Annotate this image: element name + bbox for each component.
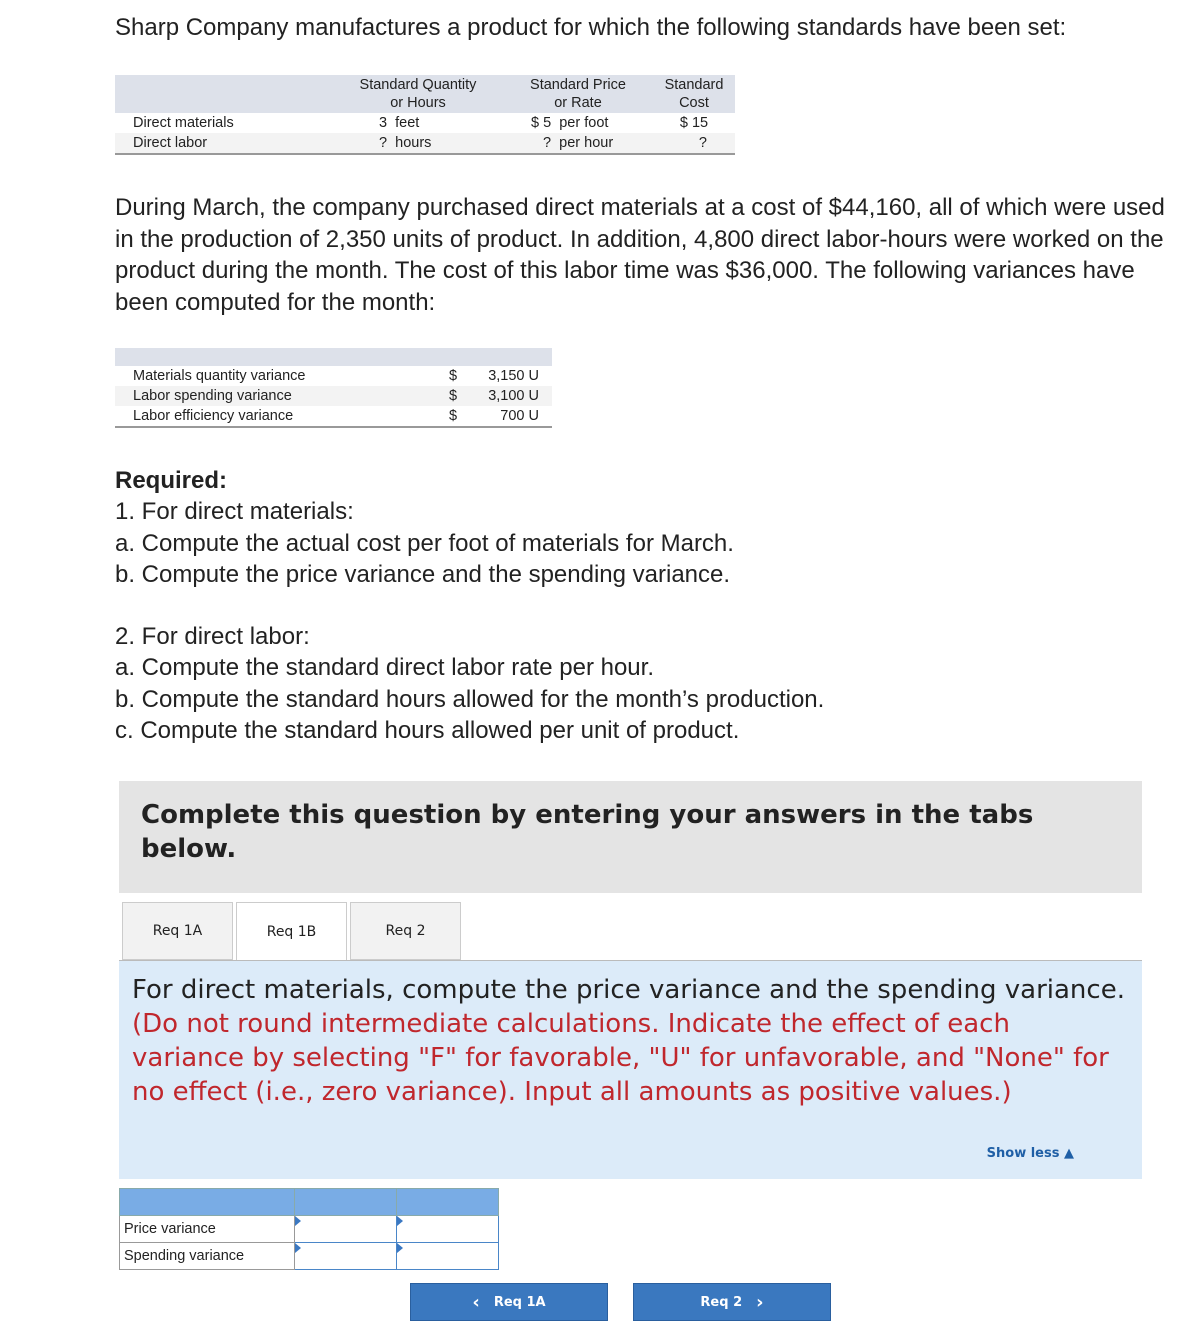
table-row: [120, 1216, 499, 1243]
tab-req-1b[interactable]: Req 1B: [236, 902, 347, 962]
table-row: [115, 113, 735, 133]
dropdown-indicator-icon: [295, 1243, 301, 1253]
qty-unit: feet: [395, 115, 420, 131]
row-label: Direct materials: [133, 115, 234, 131]
header-qty: Standard Quantity: [359, 77, 477, 93]
next-button[interactable]: [633, 1283, 831, 1321]
variance-amount: 3,150 U: [488, 368, 539, 384]
row-label: Spending variance: [120, 1243, 295, 1270]
variance-label: Materials quantity variance: [133, 368, 306, 384]
price-unit: per hour: [559, 135, 614, 151]
dropdown-indicator-icon: [397, 1243, 403, 1253]
currency: $: [449, 388, 458, 404]
prev-button[interactable]: [410, 1283, 608, 1321]
row-label: Direct labor: [133, 135, 208, 151]
required-title: Required:: [115, 467, 228, 494]
qty: ?: [379, 135, 388, 151]
variance-amount: 3,100 U: [488, 388, 539, 404]
required-line: a. Compute the actual cost per foot of materials for March.: [115, 529, 734, 557]
currency: $: [449, 408, 458, 424]
table-row: [115, 133, 735, 154]
show-less-link[interactable]: Show less ▲: [986, 1146, 1074, 1161]
variance-label: Labor spending variance: [133, 388, 292, 404]
cost: $ 15: [679, 115, 709, 131]
price-variance-amount-input[interactable]: [295, 1217, 396, 1241]
intro-text: Sharp Company manufactures a product for which the following standards have been set:: [115, 14, 1067, 41]
header-price-2: or Rate: [554, 95, 602, 111]
table-row: [115, 366, 552, 386]
spending-variance-effect-select[interactable]: [397, 1244, 498, 1268]
chevron-left-icon: ‹: [472, 1291, 480, 1313]
table-row: [115, 406, 552, 427]
prev-label: Req 1A: [493, 1294, 546, 1310]
tab-req-1a[interactable]: Req 1A: [122, 902, 233, 960]
row-label: Price variance: [120, 1216, 295, 1243]
required-section: [115, 465, 824, 746]
scenario-paragraph: During March, the company purchased direct materials at a cost of $44,160, all of which were used in the production of 2,350 units of product. In addition, 4,800 direct labor-hours were worked on the product during the month. The cost of this labor time was $36,000. The following variances have been computed for the month:: [115, 194, 1165, 316]
header-price: Standard Price: [530, 77, 626, 93]
variances-table: [115, 348, 552, 428]
question-text: For direct materials, compute the price variance and the spending variance.: [132, 975, 1125, 1005]
instructions-banner: Complete this question by entering your answers in the tabs below.: [119, 781, 1142, 893]
question-box: [119, 960, 1142, 1179]
required-line: c. Compute the standard hours allowed per unit of product.: [115, 717, 740, 745]
tab-req-2[interactable]: Req 2: [350, 902, 461, 960]
required-line: b. Compute the standard hours allowed for the month’s production.: [115, 685, 825, 713]
cost: ?: [698, 135, 707, 151]
price-variance-effect-select[interactable]: [397, 1217, 498, 1241]
standards-table: [115, 75, 735, 155]
table-row: [115, 386, 552, 406]
table-row: [120, 1243, 499, 1270]
spending-variance-amount-input[interactable]: [295, 1244, 396, 1268]
price: ?: [543, 135, 552, 151]
dropdown-indicator-icon: [295, 1216, 301, 1226]
chevron-right-icon: ›: [756, 1291, 764, 1313]
answer-table: [119, 1188, 499, 1270]
variance-amount: 700 U: [500, 408, 539, 424]
dropdown-indicator-icon: [397, 1216, 403, 1226]
header-qty-2: or Hours: [390, 95, 446, 111]
qty: 3: [379, 115, 388, 131]
required-line: 1. For direct materials:: [115, 498, 354, 526]
header-cost-2: Cost: [679, 95, 709, 111]
question-instruction: (Do not round intermediate calculations. Indicate the effect of each variance by selecting "F" for favorable, "U" for unfavorable, and "None" for no effect (i.e., zero variance). Input all amounts as positive values.): [132, 1009, 1109, 1107]
required-line: a. Compute the standard direct labor rate per hour.: [115, 654, 654, 682]
variance-label: Labor efficiency variance: [133, 408, 294, 424]
required-line: b. Compute the price variance and the spending variance.: [115, 560, 731, 588]
required-line: 2. For direct labor:: [115, 623, 310, 651]
next-label: Req 2: [700, 1294, 743, 1310]
price: $ 5: [531, 115, 552, 131]
price-unit: per foot: [559, 115, 609, 131]
header-cost: Standard: [664, 77, 724, 93]
qty-unit: hours: [395, 135, 432, 151]
currency: $: [449, 368, 458, 384]
